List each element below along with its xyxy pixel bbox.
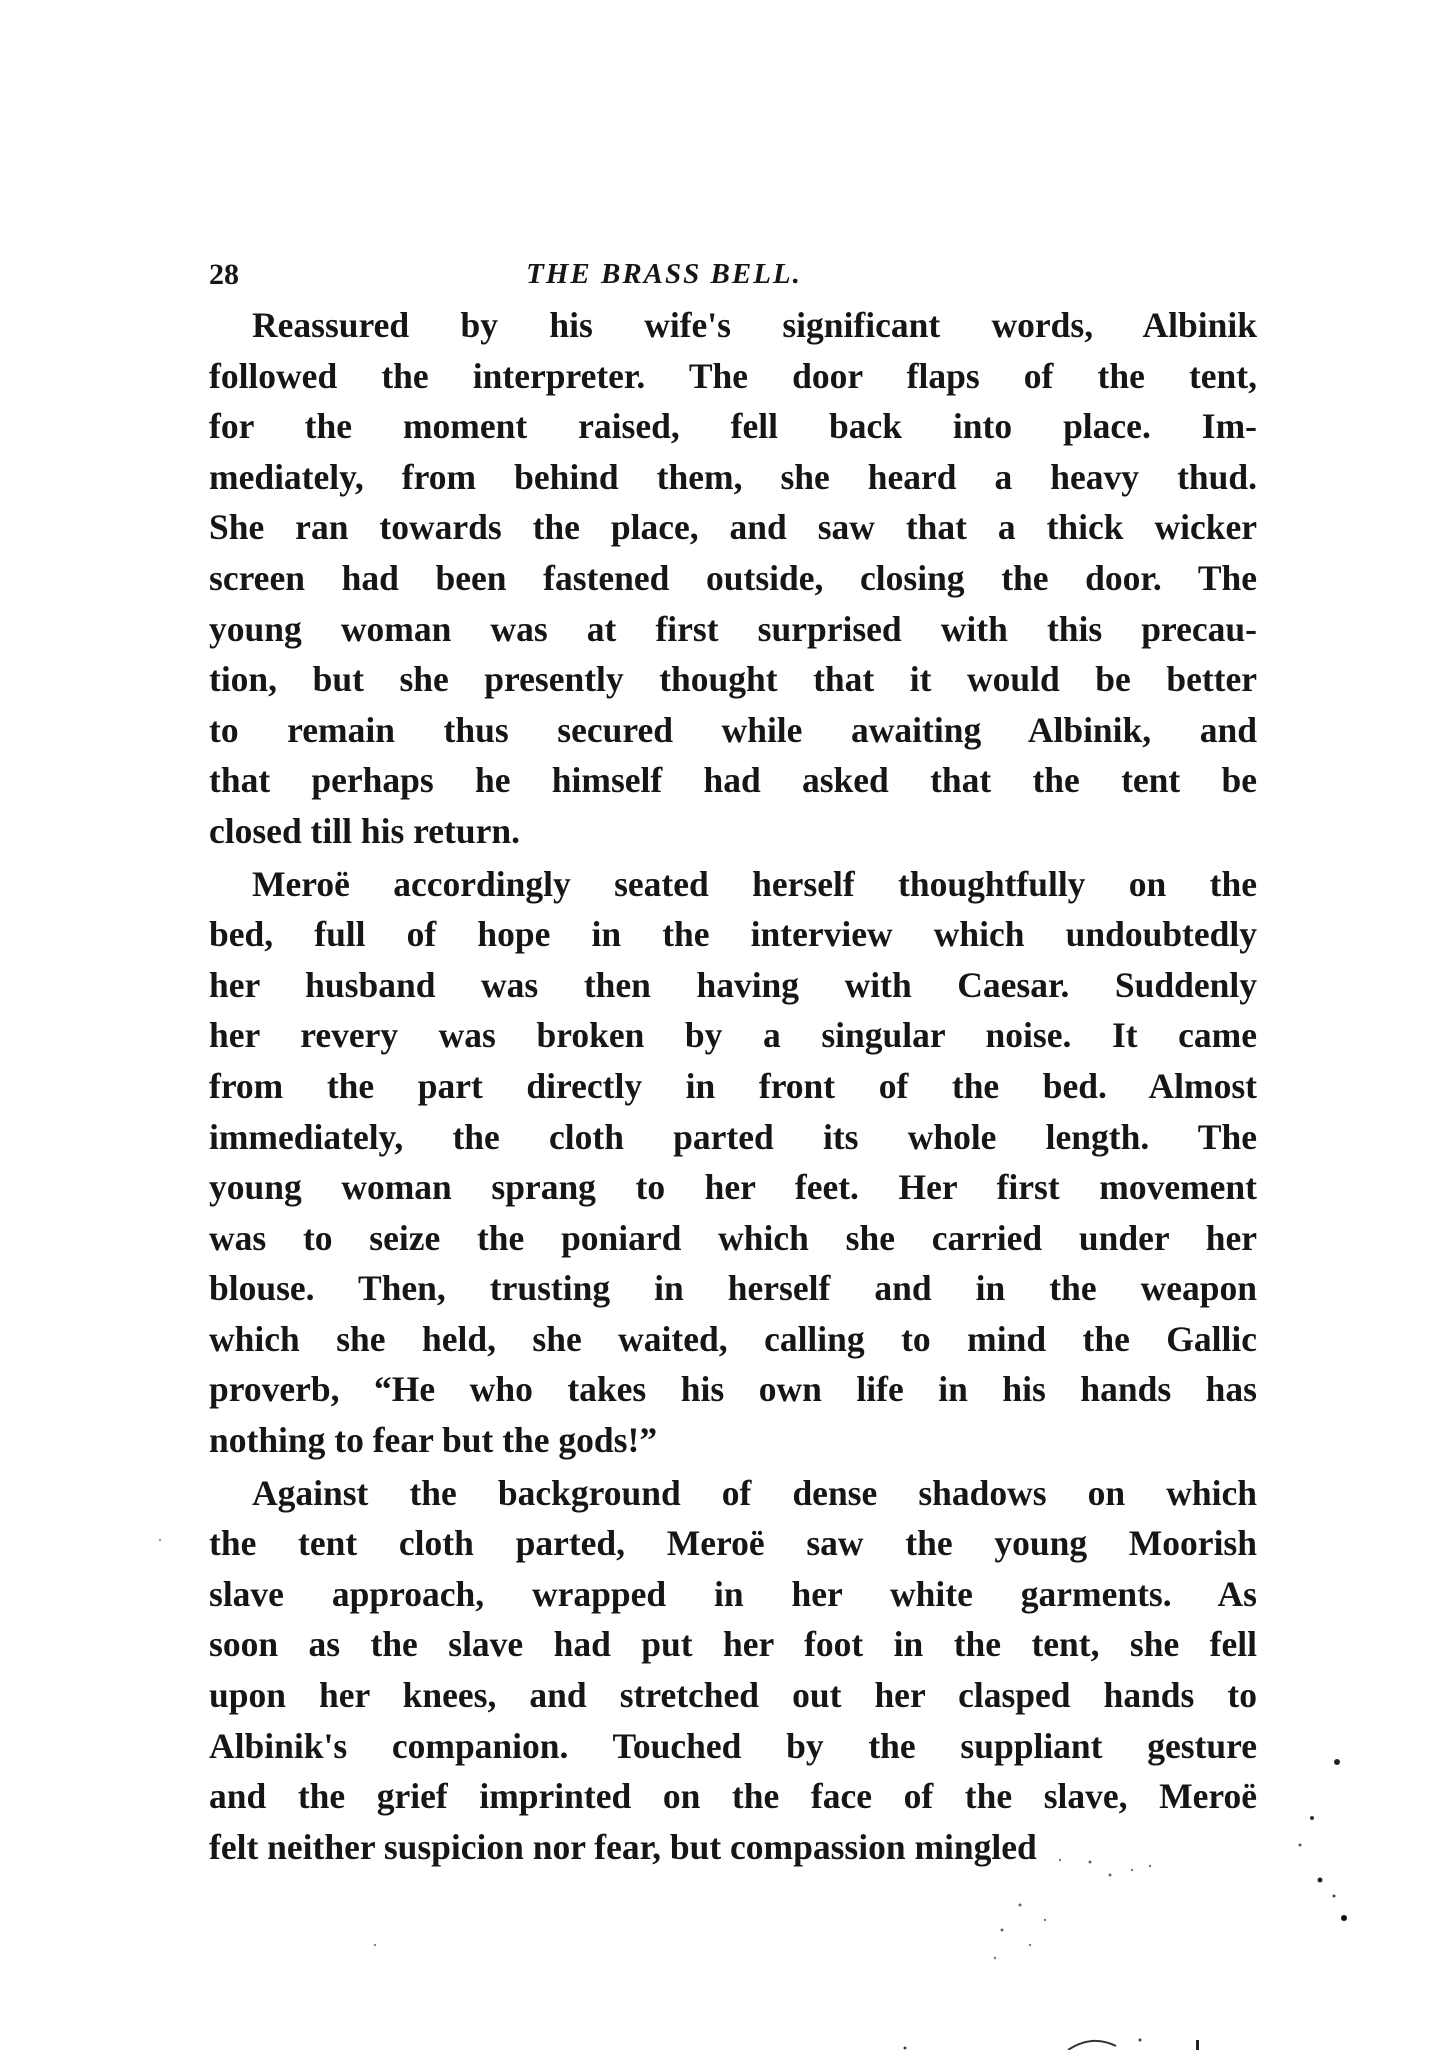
text-line: screen had been fastened outside, closing the door. The	[209, 557, 1257, 598]
text-line: upon her knees, and stretched out her clasped hands to	[209, 1675, 1257, 1716]
text-line: Against the background of dense shadows on which	[252, 1472, 1257, 1513]
text-line: She ran towards the place, and saw that a thick wicker	[209, 507, 1257, 548]
text-line: was to seize the poniard which she carried under her	[209, 1217, 1257, 1258]
text-line: blouse. Then, trusting in herself and in the weapon	[209, 1268, 1257, 1309]
text-line: felt neither suspicion nor fear, but compassion mingled	[209, 1826, 1037, 1867]
text-line: tion, but she presently thought that it would be better	[209, 659, 1257, 700]
text-line: Reassured by his wife's significant words, Albinik	[252, 305, 1257, 345]
paragraph	[209, 1468, 1257, 1873]
text-line: Albinik's companion. Touched by the suppliant gesture	[209, 1725, 1257, 1766]
text-line: closed till his return.	[209, 810, 520, 851]
text-line: young woman sprang to her feet. Her first movement	[209, 1167, 1257, 1208]
page-number: 28	[209, 258, 239, 291]
text-line: nothing to fear but the gods!”	[209, 1420, 658, 1461]
text-line: bed, full of hope in the interview which undoubtedly	[209, 914, 1257, 955]
text-line: for the moment raised, fell back into place. Im-	[209, 406, 1257, 447]
text-line: which she held, she waited, calling to mind the Gallic	[209, 1318, 1257, 1359]
text-line: Meroë accordingly seated herself thoughtfully on the	[252, 863, 1257, 904]
text-line: followed the interpreter. The door flaps of the tent,	[209, 355, 1257, 396]
running-title: THE BRASS BELL.	[526, 258, 802, 290]
paragraph	[209, 300, 1257, 857]
text-line: mediately, from behind them, she heard a heavy thud.	[209, 456, 1257, 497]
text-line: slave approach, wrapped in her white garments. As	[209, 1573, 1257, 1614]
text-line: soon as the slave had put her foot in the tent, she fell	[209, 1624, 1257, 1665]
text-line: her husband was then having with Caesar. Suddenly	[209, 964, 1257, 1005]
text-line: her revery was broken by a singular noise. It came	[209, 1015, 1257, 1056]
paragraph	[209, 859, 1257, 1466]
text-line: to remain thus secured while awaiting Albinik, and	[209, 709, 1257, 750]
text-line: the tent cloth parted, Meroë saw the young Moorish	[209, 1523, 1257, 1564]
text-line: that perhaps he himself had asked that the tent be	[209, 760, 1257, 801]
text-line: proverb, “He who takes his own life in his hands has	[209, 1369, 1257, 1410]
text-line: from the part directly in front of the bed. Almost	[209, 1065, 1257, 1106]
text-line: and the grief imprinted on the face of the slave, Meroë	[209, 1776, 1257, 1817]
running-head	[209, 258, 1249, 298]
text-line: young woman was at first surprised with this precau-	[209, 608, 1257, 649]
text-line: immediately, the cloth parted its whole length. The	[209, 1116, 1257, 1157]
body-text	[209, 300, 1257, 1872]
